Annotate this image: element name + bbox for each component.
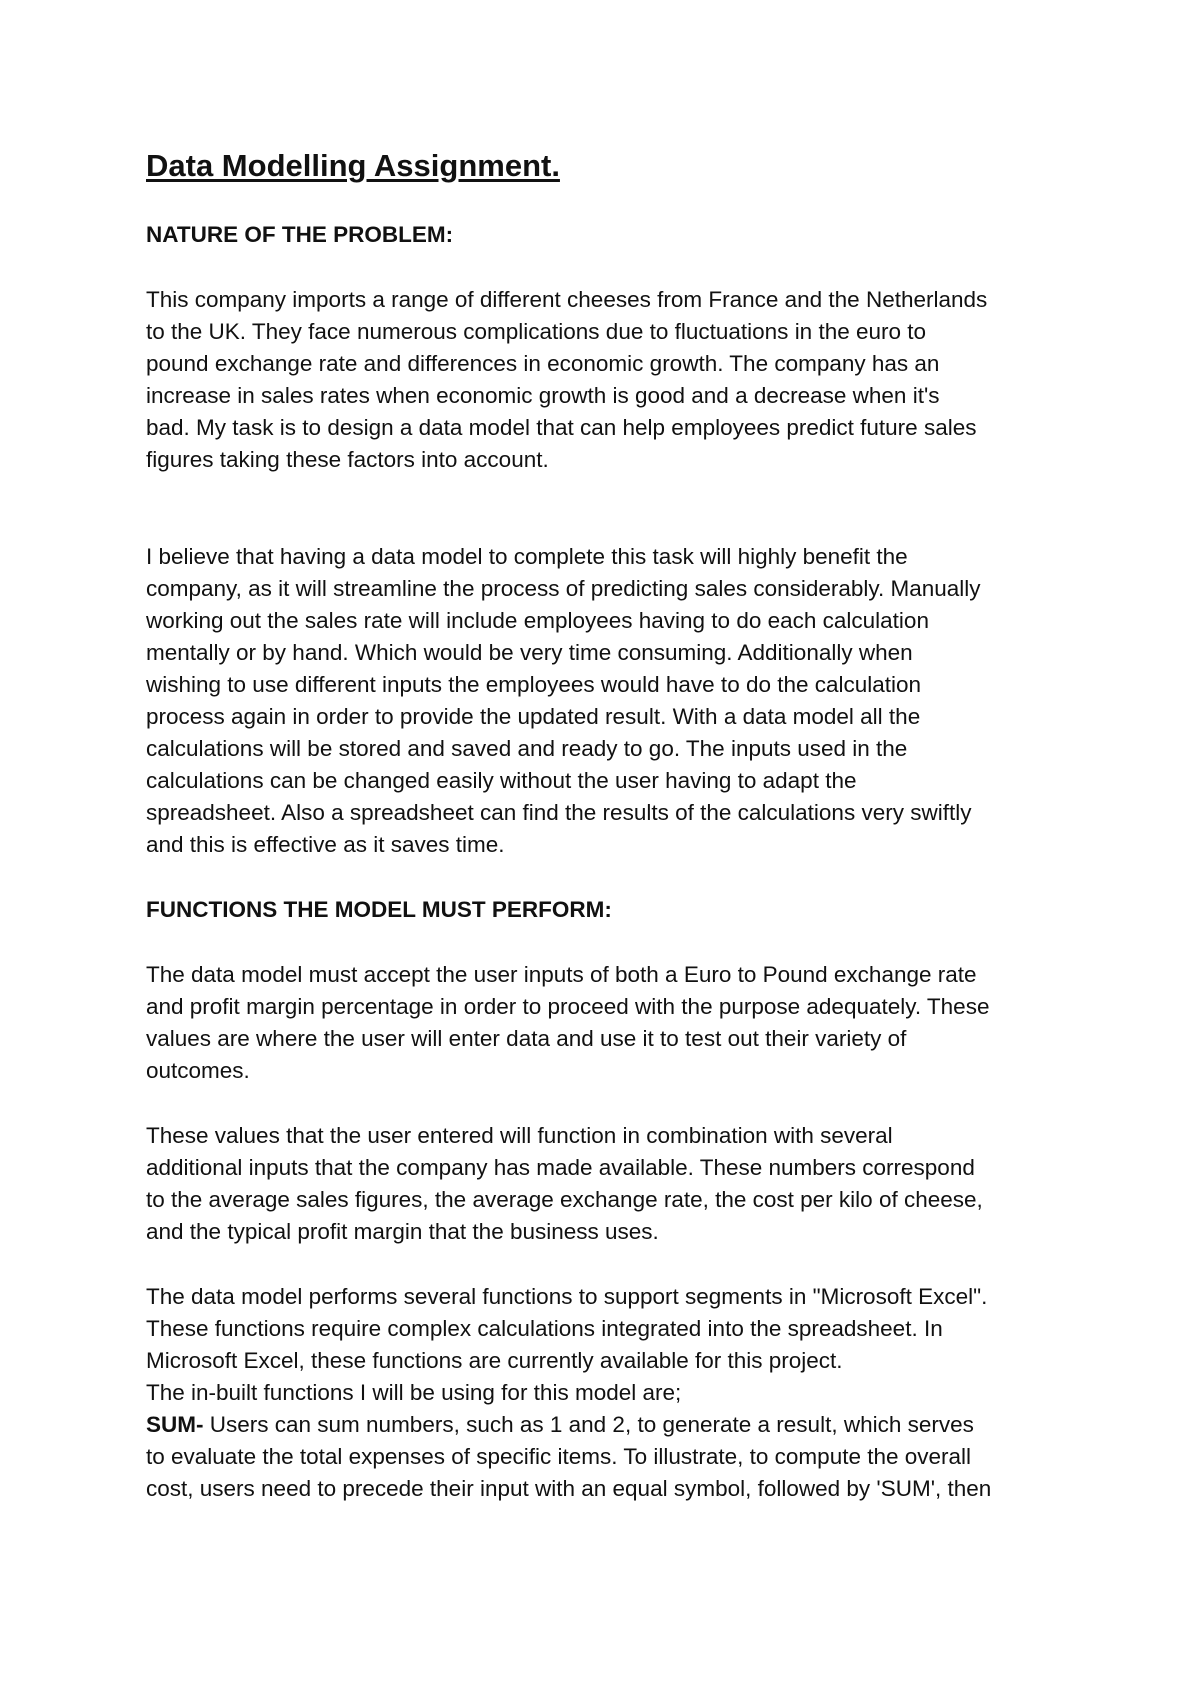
- text-line: and profit margin percentage in order to proceed with the purpose adequately. These: [146, 994, 990, 1019]
- spacer: [146, 926, 1086, 959]
- spacer: [146, 251, 1086, 284]
- paragraph-user-inputs: [146, 959, 1086, 1087]
- text-line: to the UK. They face numerous complications due to fluctuations in the euro to: [146, 319, 927, 344]
- sum-function-description: Users can sum numbers, such as 1 and 2, to generate a result, which serves: [203, 1412, 974, 1437]
- section-heading-nature-of-problem: NATURE OF THE PROBLEM:: [146, 222, 454, 247]
- text-line: The data model must accept the user inputs of both a Euro to Pound exchange rate: [146, 962, 977, 987]
- text-line: spreadsheet. Also a spreadsheet can find the results of the calculations very swiftly: [146, 800, 972, 825]
- text-line: These functions require complex calculations integrated into the spreadsheet. In: [146, 1316, 943, 1341]
- text-line: calculations can be changed easily without the user having to adapt the: [146, 768, 857, 793]
- text-line: pound exchange rate and differences in economic growth. The company has an: [146, 351, 940, 376]
- text-line: to the average sales figures, the average exchange rate, the cost per kilo of cheese,: [146, 1187, 983, 1212]
- text-line: process again in order to provide the updated result. With a data model all the: [146, 704, 921, 729]
- text-line: and this is effective as it saves time.: [146, 832, 505, 857]
- text-line: to evaluate the total expenses of specific items. To illustrate, to compute the overall: [146, 1444, 972, 1469]
- text-line: and the typical profit margin that the business uses.: [146, 1219, 659, 1244]
- text-line: I believe that having a data model to complete this task will highly benefit the: [146, 544, 908, 569]
- text-line: These values that the user entered will function in combination with several: [146, 1123, 893, 1148]
- spacer: [146, 1087, 1086, 1120]
- sum-function-line: [146, 1409, 1086, 1441]
- text-line: Microsoft Excel, these functions are currently available for this project.: [146, 1348, 843, 1373]
- text-line: The data model performs several functions to support segments in "Microsoft Excel".: [146, 1284, 988, 1309]
- text-line: cost, users need to precede their input with an equal symbol, followed by 'SUM', then: [146, 1476, 992, 1501]
- paragraph-additional-inputs: [146, 1120, 1086, 1248]
- paragraph-benefits: [146, 541, 1086, 861]
- text-line: company, as it will streamline the process of predicting sales considerably. Manually: [146, 576, 981, 601]
- text-line: additional inputs that the company has made available. These numbers correspond: [146, 1155, 975, 1180]
- text-line: figures taking these factors into account.: [146, 447, 549, 472]
- text-line: The in-built functions I will be using for this model are;: [146, 1380, 682, 1405]
- spacer: [146, 476, 1086, 541]
- text-line: mentally or by hand. Which would be very time consuming. Additionally when: [146, 640, 913, 665]
- text-line: working out the sales rate will include employees having to do each calculation: [146, 608, 929, 633]
- sum-function-label: SUM-: [146, 1412, 204, 1437]
- paragraph-excel-functions: [146, 1281, 1086, 1505]
- document-body: [146, 146, 1086, 1505]
- text-line: increase in sales rates when economic growth is good and a decrease when it's: [146, 383, 940, 408]
- text-line: This company imports a range of different cheeses from France and the Netherlands: [146, 287, 988, 312]
- text-line: bad. My task is to design a data model that can help employees predict future sales: [146, 415, 977, 440]
- text-line: outcomes.: [146, 1058, 250, 1083]
- section-heading-functions: FUNCTIONS THE MODEL MUST PERFORM:: [146, 897, 612, 922]
- spacer: [146, 1248, 1086, 1281]
- text-line: wishing to use different inputs the employees would have to do the calculation: [146, 672, 922, 697]
- document-title: Data Modelling Assignment.: [146, 148, 560, 183]
- spacer: [146, 861, 1086, 894]
- text-line: values are where the user will enter data and use it to test out their variety of: [146, 1026, 907, 1051]
- text-line: calculations will be stored and saved and ready to go. The inputs used in the: [146, 736, 908, 761]
- paragraph-problem-description: [146, 284, 1086, 476]
